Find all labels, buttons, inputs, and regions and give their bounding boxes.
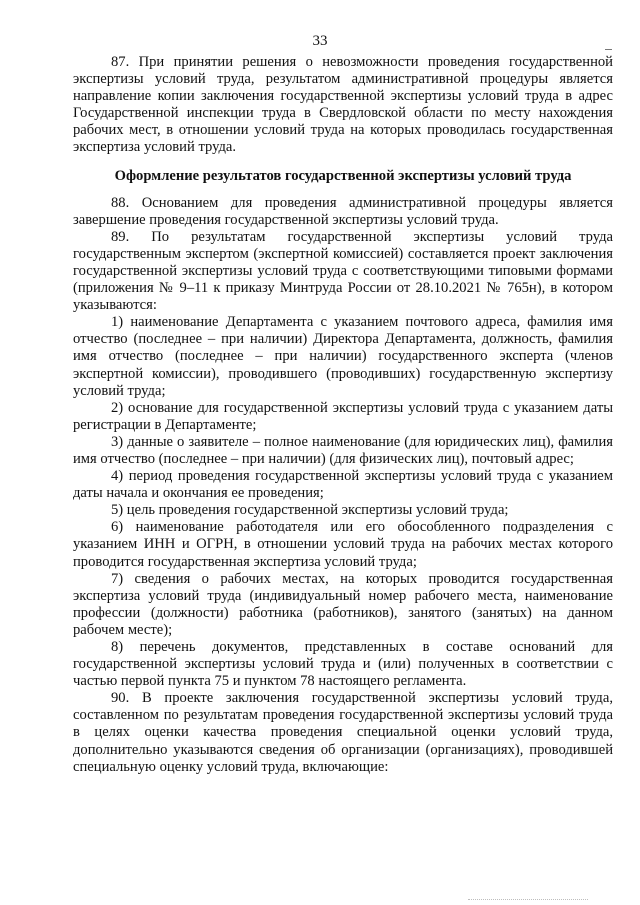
- paragraph-90: 90. В проекте заключения государственной экспертизы условий труда, составленном по результатам проведения государственной экспертизы условий труда в целях оценки качества проведения специальной оценки условий труда, дополнительно указываются сведения об организации (организациях), проводившей специальную оценку условий труда, включающие:: [73, 690, 613, 775]
- paragraph-88: 88. Основанием для проведения административной процедуры является завершение проведения государственной экспертизы условий труда.: [73, 194, 613, 228]
- list-item-2: 2) основание для государственной экспертизы условий труда с указанием даты регистрации в Департаменте;: [73, 399, 613, 433]
- document-body: [73, 54, 613, 776]
- list-item-4: 4) период проведения государственной экспертизы условий труда с указанием даты начала и окончания ее проведения;: [73, 468, 613, 502]
- list-item-3: 3) данные о заявителе – полное наименование (для юридических лиц), фамилия имя отчество (последнее – при наличии) (для физических лиц), почтовый адрес;: [73, 433, 613, 467]
- list-item-8: 8) перечень документов, представленных в составе оснований для государственной экспертизы условий труда и (или) полученных в соответствии с частью первой пункта 75 и пунктом 78 настоящего регламента.: [73, 639, 613, 690]
- paragraph-89: 89. По результатам государственной экспертизы условий труда государственным экспертом (экспертной комиссией) составляется проект заключения государственной экспертизы условий труда с соответствующими типовыми формами (приложения № 9–11 к приказу Минтруда России от 28.10.2021 № 765н), в котором указываются:: [73, 228, 613, 314]
- section-heading: Оформление результатов государственной экспертизы условий труда: [114, 167, 572, 184]
- list-item-7: 7) сведения о рабочих местах, на которых проводится государственная экспертиза условий труда (индивидуальный номер рабочего места, наименование профессии (должности) работника (работников), занятого (занятых) на данном рабочем месте);: [73, 570, 613, 638]
- list-item-5: 5) цель проведения государственной экспертизы условий труда;: [111, 502, 509, 519]
- list-item-6: 6) наименование работодателя или его обособленного подразделения с указанием ИНН и ОГРН, в отношении условий труда на рабочих местах которого проводится государственная экспертиза условий труда;: [73, 519, 613, 570]
- page-number: 33: [312, 33, 328, 49]
- scan-edge-mark: [468, 899, 588, 901]
- list-item-1: 1) наименование Департамента с указанием почтового адреса, фамилия имя отчество (последнее – при наличии) Директора Департамента, должность, фамилия имя отчество (последнее – при наличии) государственного эксперта (членов экспертной комиссии), проводившего (проводивших) государственную экспертизу условий труда;: [73, 314, 613, 399]
- paragraph-87: 87. При принятии решения о невозможности проведения государственной экспертизы условий труда, результатом административной процедуры является направление копии заключения государственной экспертизы условий труда в адрес Государственной инспекции труда в Свердловской области по месту нахождения рабочих мест, в отношении условий труда на которых проводилась государственная экспертиза условий труда.: [73, 54, 613, 156]
